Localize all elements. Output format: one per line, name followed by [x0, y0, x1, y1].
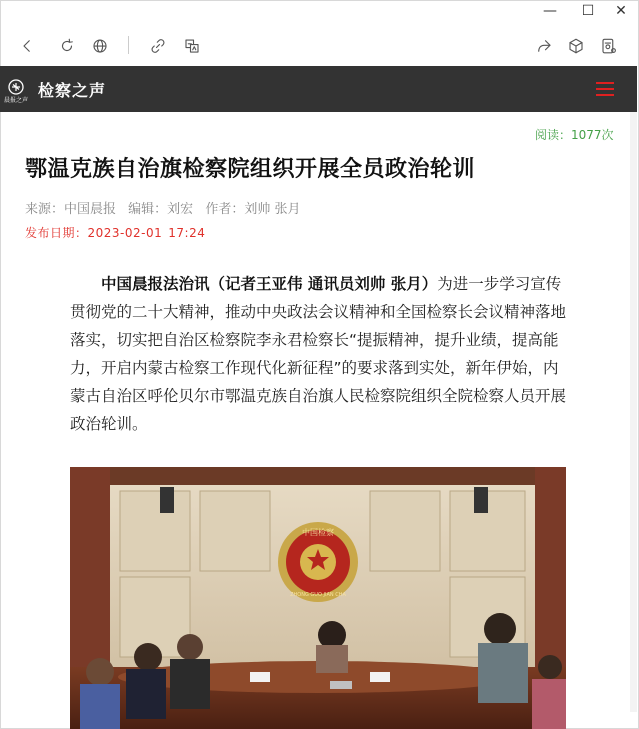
site-logo[interactable] [3, 78, 29, 104]
read-count: 阅读：1077次 [535, 128, 614, 142]
link-icon[interactable] [146, 34, 170, 58]
minimize-button[interactable]: — [543, 3, 557, 19]
menu-icon[interactable] [596, 82, 614, 96]
publish-date-label: 发布日期：2023-02-01 [25, 226, 163, 240]
translate-icon[interactable] [180, 34, 204, 58]
article-body [70, 270, 572, 438]
emblem-text: 中国检察 [302, 528, 334, 537]
toolbar-separator [128, 36, 129, 54]
maximize-button[interactable]: ☐ [581, 3, 595, 19]
publish-date [25, 224, 211, 241]
profile-icon[interactable] [597, 34, 621, 58]
lead-paragraph: 为进一步学习宣传贯彻党的二十大精神，推动中央政法会议精神和全国检察长会议精神落地落实，切实把自治区检察院李永君检察长“提振精神，提升业绩，提高能力，开启内蒙古检察工作现代化新征程”的要求落到实处，新年伊始，内蒙古自治区呼伦贝尔市鄂温克族自治旗人民检察院组织全院检察人员开展政治轮训。 [70, 275, 567, 433]
publish-time: 17:24 [168, 226, 206, 240]
site-title[interactable]: 检察之声 [38, 81, 107, 100]
meta-editor: 编辑：刘宏 [128, 202, 194, 217]
lead-byline: 中国晨报法治讯（记者王亚伟 通讯员刘帅 张月） [101, 275, 438, 293]
site-header [0, 66, 637, 112]
meta-source: 来源：中国晨报 [25, 202, 117, 217]
globe-icon[interactable] [88, 34, 112, 58]
browser-toolbar [0, 26, 639, 64]
scrollbar[interactable] [630, 112, 637, 712]
article-meta [25, 198, 308, 217]
emblem-ring-text: ZHONG GUO JIAN CHA [290, 592, 346, 598]
logo-caption: 晨报之声 [3, 97, 29, 104]
article-photo [70, 467, 566, 729]
title-bar [0, 0, 639, 24]
share-icon[interactable] [532, 34, 556, 58]
meta-author: 作者：刘帅 张月 [205, 202, 301, 217]
meeting-photo-illustration [70, 467, 566, 729]
article-title: 鄂温克族自治旗检察院组织开展全员政治轮训 [25, 157, 476, 182]
close-button[interactable]: ✕ [615, 3, 627, 19]
back-icon[interactable] [15, 34, 39, 58]
cube-icon[interactable] [564, 34, 588, 58]
refresh-icon[interactable] [55, 34, 79, 58]
